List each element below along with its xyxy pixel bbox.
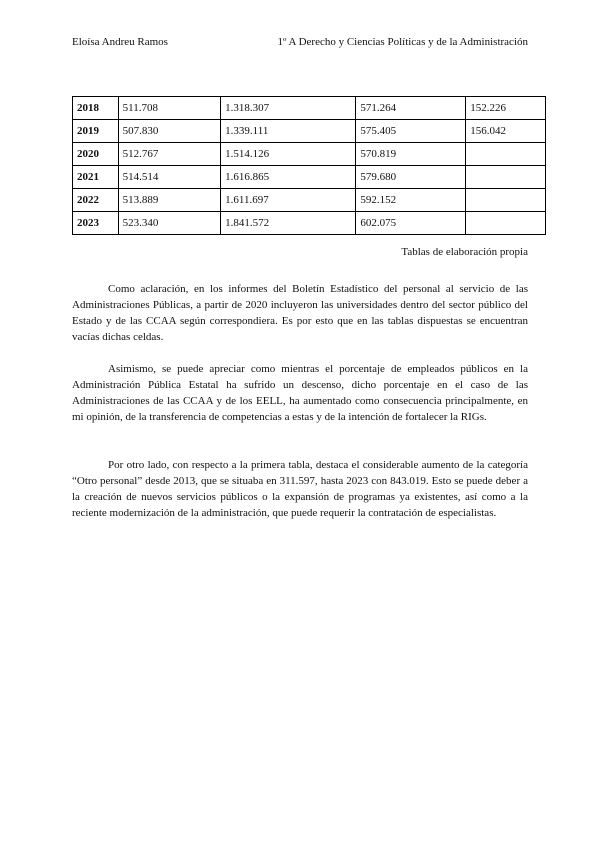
table-cell: 592.152 (356, 189, 466, 212)
table-cell: 1.339.111 (221, 120, 356, 143)
table-cell: 1.611.697 (221, 189, 356, 212)
table-cell: 156.042 (466, 120, 546, 143)
table-caption: Tablas de elaboración propia (401, 246, 528, 258)
table-row (73, 97, 546, 120)
table-row (73, 120, 546, 143)
paragraph-clarification: Como aclaración, en los informes del Boletín Estadístico del personal al servicio de las Administraciones Públicas, a partir de 2020 incluyeron las universidades dentro del sector público del Estado y de las CCAA según correspondiera. Es por esto que en las tablas dispuestas se encuentran vacías dichas celdas. (72, 283, 528, 343)
table-cell: 602.075 (356, 212, 466, 235)
table-cell: 1.514.126 (221, 143, 356, 166)
table-cell (466, 212, 546, 235)
table-cell: 514.514 (118, 166, 221, 189)
table-row (73, 189, 546, 212)
table-cell: 1.318.307 (221, 97, 356, 120)
table-cell: 1.616.865 (221, 166, 356, 189)
table-cell-year: 2023 (73, 212, 119, 235)
table-cell-year: 2022 (73, 189, 119, 212)
table-cell: 512.767 (118, 143, 221, 166)
paragraph-other-staff: Por otro lado, con respecto a la primera tabla, destaca el considerable aumento de la categoría “Otro personal” desde 2013, que se situaba en 311.597, hasta 2023 con 843.019. Esto se puede deber a la creación de nuevos servicios públicos o la expansión de programas ya existentes, así como a la reciente modernización de la administración, que puede requerir la contratación de especialistas. (72, 459, 528, 519)
table-cell: 523.340 (118, 212, 221, 235)
header-author: Eloísa Andreu Ramos (72, 36, 168, 48)
table-cell: 507.830 (118, 120, 221, 143)
table-cell: 1.841.572 (221, 212, 356, 235)
table-cell: 152.226 (466, 97, 546, 120)
table-cell (466, 166, 546, 189)
table-cell-year: 2019 (73, 120, 119, 143)
table-cell: 570.819 (356, 143, 466, 166)
table-cell (466, 143, 546, 166)
header-course: 1º A Derecho y Ciencias Políticas y de la Administración (277, 36, 528, 48)
table-cell-year: 2018 (73, 97, 119, 120)
table-row (73, 166, 546, 189)
table-cell-year: 2020 (73, 143, 119, 166)
table-cell-year: 2021 (73, 166, 119, 189)
table-row (73, 143, 546, 166)
table-row (73, 212, 546, 235)
table-cell: 579.680 (356, 166, 466, 189)
table-cell: 575.405 (356, 120, 466, 143)
table-cell (466, 189, 546, 212)
table-cell: 571.264 (356, 97, 466, 120)
data-table (72, 96, 546, 235)
table-cell: 511.708 (118, 97, 221, 120)
table-cell: 513.889 (118, 189, 221, 212)
paragraph-percentage: Asimismo, se puede apreciar como mientras el porcentaje de empleados públicos en la Administración Pública Estatal ha sufrido un descenso, dicho porcentaje en el caso de las Administraciones de las CCAA y de los EELL, ha aumentado como consecuencia principalmente, en mi opinión, de la transferencia de competencias a estas y de la intención de fortalecer la RIGs. (72, 363, 528, 423)
